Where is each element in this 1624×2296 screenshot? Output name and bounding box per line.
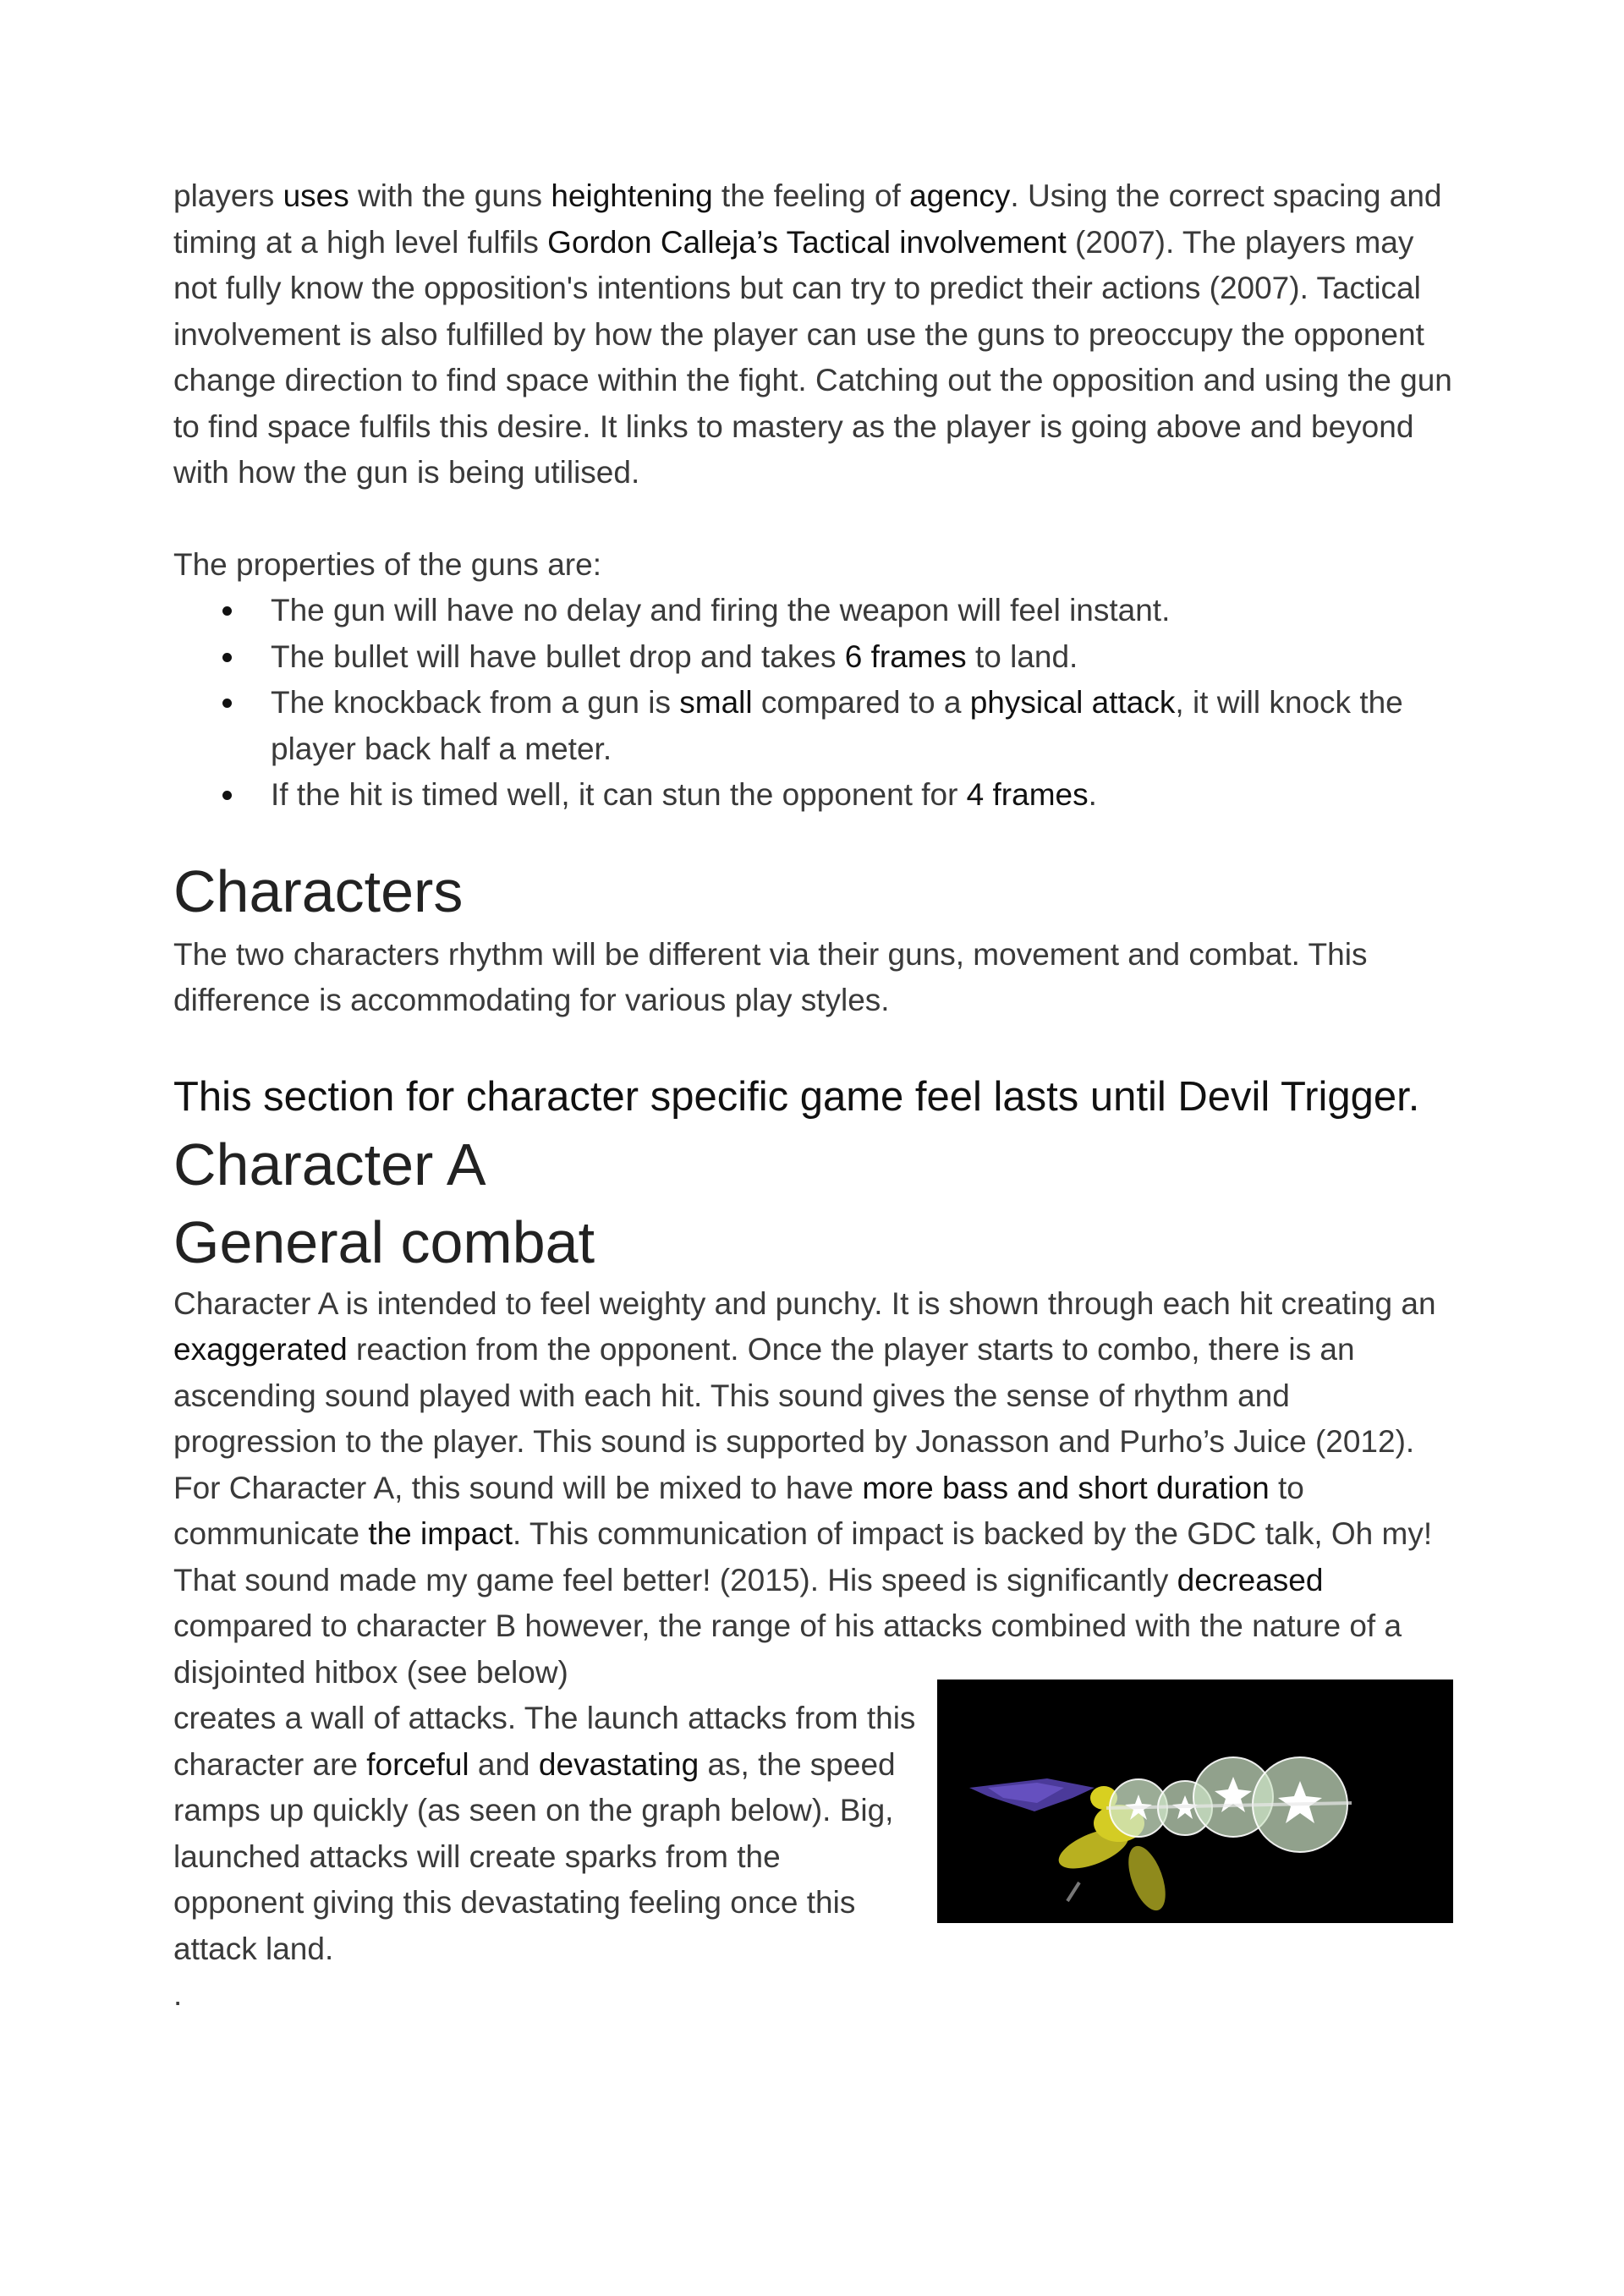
character-a-heading: Character A (173, 1131, 486, 1197)
emphasized-text: uses (283, 178, 349, 213)
emphasized-text: devastating (538, 1746, 700, 1782)
body-text: compared to character B however, the range of his attacks combined with the nature of a disjointed hitbox (see below) (173, 1608, 1402, 1690)
gun-property-item (173, 634, 1459, 681)
guns-properties-list (173, 588, 1459, 819)
body-text: (2007). The players may not fully know the opposition's intentions but can try to predict their actions (2007). Tactical involvement is also fulfilled by how the player can use the guns to preoccupy the opponent change direction to find space within the fight. Catching out the opposition and using the gun to find space fulfils this desire. It links to mastery as the player is going above and beyond with how the gun is being utilised. (173, 224, 1452, 490)
emphasized-text: 6 frames (844, 638, 967, 674)
emphasized-text: decreased (1177, 1562, 1324, 1597)
body-text: as, the speed ramps up quickly (as seen on the graph below). Big, launched attacks will create sparks from the opponent giving this devastating feeling once this attack land. (173, 1746, 896, 1966)
body-text: to communicate (173, 1470, 1304, 1551)
characters-heading: Characters (173, 858, 464, 924)
emphasized-text: agency (909, 178, 1011, 213)
emphasized-text: 4 frames (966, 777, 1089, 812)
weapon-handle (1067, 1882, 1079, 1901)
bullet-dot-icon (222, 791, 232, 800)
body-text: The bullet will have bullet drop and takes (271, 638, 845, 674)
emphasized-text: physical attack (969, 685, 1176, 720)
emphasized-text: the impact (368, 1516, 513, 1551)
emphasized-text: small (679, 685, 753, 720)
intro-paragraph (173, 173, 1459, 496)
body-text: Character A is intended to feel weighty and punchy. It is shown through each hit creating an (173, 1285, 1436, 1321)
emphasized-text: forceful (366, 1746, 469, 1782)
trailing-period: . (173, 1977, 183, 2012)
bullet-dot-icon (222, 606, 232, 616)
body-text: creates a wall of attacks. The launch attacks from this character are (173, 1701, 916, 1782)
gun-property-item (173, 772, 1459, 819)
general-combat-section (173, 1281, 1459, 1973)
combat-paragraph (173, 1281, 1455, 1696)
body-text: and (469, 1746, 539, 1782)
gun-property-item (173, 588, 1459, 634)
bullet-dot-icon (222, 699, 232, 708)
bullet-dot-icon (222, 653, 232, 662)
disjointed-hitbox-image (937, 1680, 1453, 1923)
body-text: . (1088, 777, 1097, 812)
body-text: If the hit is timed well, it can stun the opponent for (271, 777, 967, 812)
document-page (173, 173, 1459, 2019)
emphasized-text: Gordon Calleja’s Tactical involvement (547, 224, 1067, 260)
section-notice-heading: This section for character specific game feel lasts until Devil Trigger. (173, 1073, 1420, 1120)
body-text: . Using the correct spacing and timing at a high level fulfils (173, 178, 1442, 260)
character-attack-illustration (937, 1680, 1453, 1923)
body-text: reaction from the opponent. Once the player starts to combo, there is an ascending sound played with each hit. This sound gives the sense of rhythm and progression to the player. This sound is supported by Jonasson and Purho’s Juice (2012). For Character A, this sound will be mixed to have (173, 1332, 1415, 1505)
body-text: with the guns (348, 178, 551, 213)
body-text: compared to a (752, 685, 970, 720)
general-combat-heading: General combat (173, 1208, 595, 1275)
body-text: , it will knock the player back half a meter. (271, 685, 1403, 766)
characters-paragraph: The two characters rhythm will be different via their guns, movement and combat. This difference is accommodating for various play styles. (173, 936, 1368, 1017)
body-text: The knockback from a gun is (271, 685, 680, 720)
body-text: the feeling of (712, 178, 910, 213)
emphasized-text: heightening (551, 178, 713, 213)
body-text: The gun will have no delay and firing the weapon will feel instant. (271, 593, 1171, 627)
emphasized-text: more bass and short duration (862, 1470, 1270, 1505)
body-text: to land. (966, 638, 1078, 674)
body-text: players (173, 178, 283, 213)
character-leg-right (1121, 1841, 1172, 1915)
combat-side-paragraph (173, 1696, 918, 1972)
gun-property-item (173, 680, 1459, 772)
emphasized-text: exaggerated (173, 1332, 348, 1367)
guns-properties-lead: The properties of the guns are: (173, 546, 601, 582)
body-text: . This communication of impact is backed by the GDC talk, Oh my! That sound made my game feel better! (2015). His speed is significantly (173, 1516, 1433, 1597)
